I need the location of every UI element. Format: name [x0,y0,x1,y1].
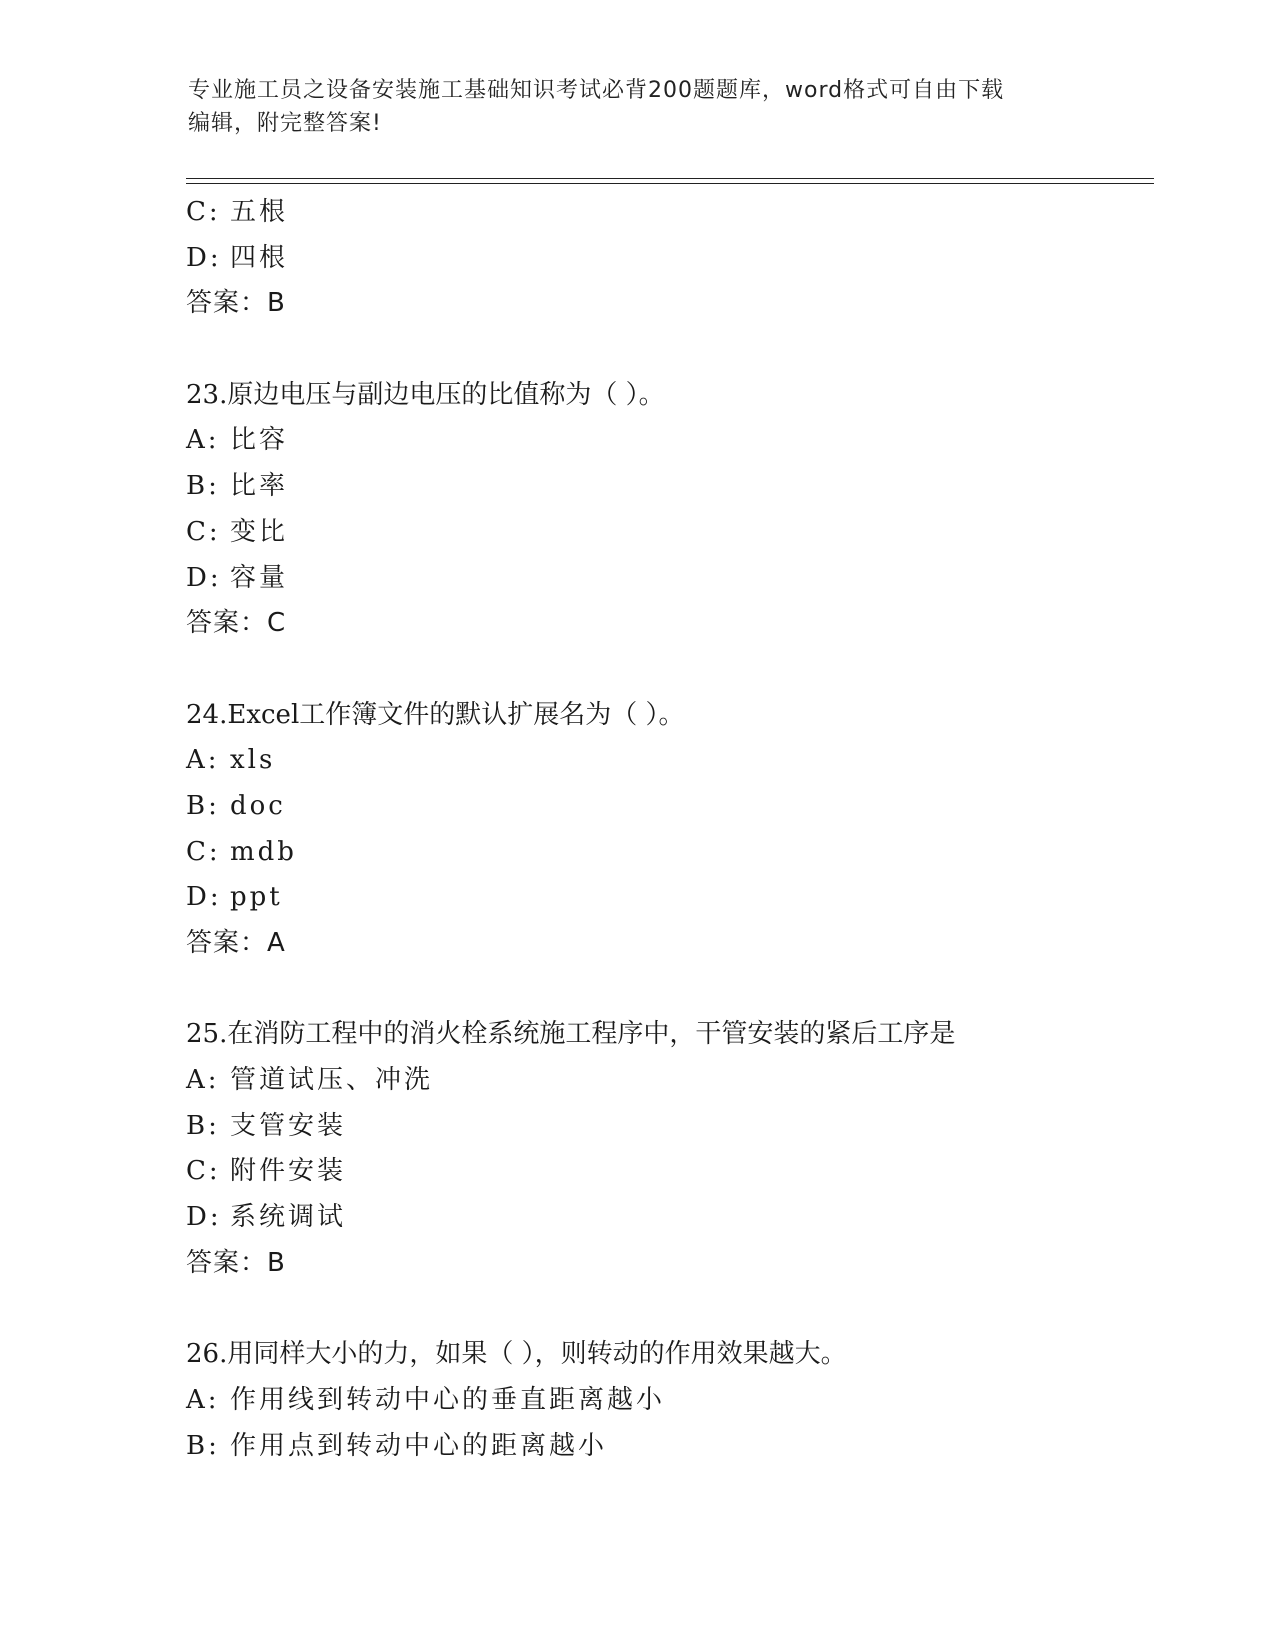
option-c: C: 五根 [186,197,289,227]
answer-line: 答案：C [186,608,287,639]
option-c: C: 附件安装 [186,1156,347,1187]
spacer [186,1287,1154,1333]
option-b: B: 比率 [186,471,289,502]
document-header [188,74,1088,140]
question-block-24 [186,693,1154,967]
spacer [186,327,1154,373]
option-a: A: 比容 [186,425,289,456]
question-text: 24.Excel工作簿文件的默认扩展名为（ ）。 [186,699,685,730]
question-text: 26.用同样大小的力，如果（ ），则转动的作用效果越大。 [186,1339,847,1370]
option-d: D: 系统调试 [186,1202,347,1233]
header-divider-top [186,178,1154,179]
answer-line: 答案：B [186,1247,286,1278]
header-title-line-1: 专业施工员之设备安装施工基础知识考试必背200题题库，word格式可自由下载 [188,78,1005,103]
question-list [186,190,1154,1469]
answer-line: 答案：A [186,928,286,958]
spacer [186,647,1154,693]
option-a: A: 管道试压、冲洗 [186,1065,434,1096]
answer-line: 答案：B [186,288,286,319]
option-d: D: ppt [186,882,283,913]
option-c: C: mdb [186,836,297,867]
option-a: A: xls [186,745,276,776]
question-block-25 [186,1012,1154,1286]
option-b: B: 作用点到转动中心的距离越小 [186,1430,608,1461]
spacer [186,967,1154,1013]
header-title-line-2: 编辑，附完整答案! [188,111,382,136]
question-block-26 [186,1332,1154,1469]
option-b: B: 支管安装 [186,1110,347,1141]
header-divider-bottom [186,183,1154,184]
option-a: A: 作用线到转动中心的垂直距离越小 [186,1384,666,1415]
question-block-23 [186,373,1154,647]
question-block-22 [186,190,1154,327]
option-d: D: 容量 [186,562,289,593]
question-text: 25.在消防工程中的消火栓系统施工程序中，干管安装的紧后工序是 [186,1019,956,1050]
option-b: B: doc [186,790,286,821]
option-d: D: 四根 [186,242,289,273]
option-c: C: 变比 [186,516,289,547]
question-text: 23.原边电压与副边电压的比值称为（ ）。 [186,379,665,410]
